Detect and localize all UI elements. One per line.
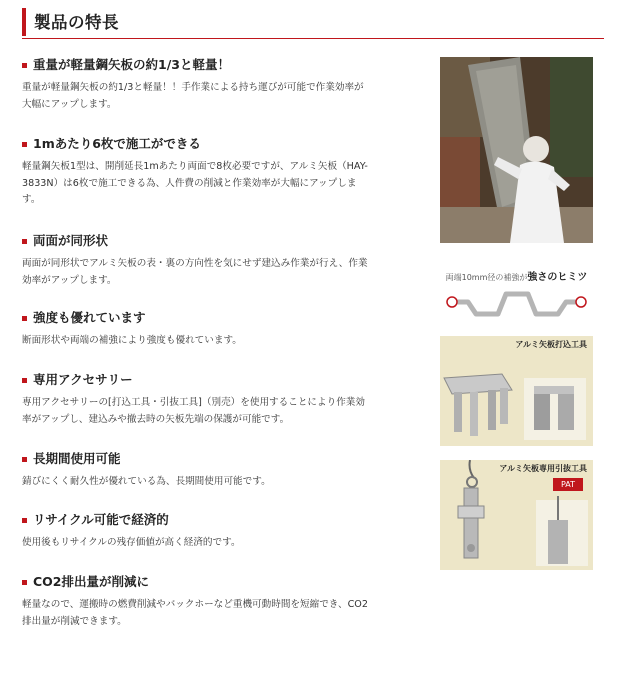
feature-heading: 専用アクセサリー bbox=[22, 371, 422, 389]
feature-heading: リサイクル可能で経済的 bbox=[22, 511, 422, 529]
bullet-square-icon bbox=[22, 457, 27, 462]
feature-recyclable bbox=[22, 511, 422, 552]
driving-tool-image bbox=[440, 336, 593, 446]
feature-co2 bbox=[22, 573, 422, 630]
worker-illustration bbox=[440, 57, 593, 243]
extraction-tool-illustration bbox=[440, 460, 593, 570]
sheet-profile-graphic bbox=[440, 280, 593, 324]
bullet-square-icon bbox=[22, 142, 27, 147]
feature-heading: 重量が軽量鋼矢板の約1/3と軽量！ bbox=[22, 56, 422, 74]
feature-lightweight bbox=[22, 56, 422, 113]
bullet-square-icon bbox=[22, 239, 27, 244]
header-divider bbox=[22, 38, 604, 39]
feature-heading: 長期間使用可能 bbox=[22, 450, 422, 468]
extraction-tool-label: アルミ矢板専用引抜工具 bbox=[499, 464, 587, 473]
header-accent-bar bbox=[22, 8, 26, 36]
cross-section-caption: 両端10mm径の補強が強さのヒミツ bbox=[445, 272, 588, 283]
feature-heading: 1mあたり6枚で施工ができる bbox=[22, 135, 422, 153]
bullet-square-icon bbox=[22, 378, 27, 383]
driving-tool-illustration bbox=[440, 350, 593, 446]
worker-photo bbox=[440, 57, 593, 243]
feature-body: 重量が軽量鋼矢板の約1/3と軽量！！手作業による持ち運びが可能で作業効率が 大幅にアップします。 bbox=[22, 82, 364, 110]
page-title: 製品の特長 bbox=[34, 13, 119, 32]
feature-body: 両面が同形状でアルミ矢板の表・裏の方向性を気にせず建込み作業が行え、作業 効率がアップします。 bbox=[22, 258, 368, 286]
feature-heading: 強度も優れています bbox=[22, 309, 422, 327]
bullet-square-icon bbox=[22, 316, 27, 321]
section-header bbox=[22, 6, 604, 40]
feature-body: 専用アクセサリーの[打込工具・引抜工具]（別売）を使用することにより作業効 率がアップし、建込みや撤去時の矢板先端の保護が可能です。 bbox=[22, 397, 365, 425]
feature-body: 断面形状や両端の補強により強度も優れています。 bbox=[22, 335, 242, 346]
feature-long-term bbox=[22, 450, 422, 491]
feature-body: 使用後もリサイクルの残存価値が高く経済的です。 bbox=[22, 537, 241, 548]
feature-heading: 両面が同形状 bbox=[22, 232, 422, 250]
extraction-tool-image bbox=[440, 460, 593, 570]
feature-body: 錆びにくく耐久性が優れている為、長期間使用可能です。 bbox=[22, 476, 271, 487]
feature-heading: CO2排出量が削減に bbox=[22, 573, 422, 591]
feature-body: 軽量鋼矢板1型は、開削延長1mあたり両面で8枚必要ですが、アルミ矢板（HAY- 3833N）は6枚で施工できる為、人件費の削減と作業効率が大幅にアップしま す。 bbox=[22, 161, 368, 205]
patent-badge: PAT bbox=[553, 478, 583, 491]
feature-accessories bbox=[22, 371, 422, 428]
feature-six-per-meter bbox=[22, 135, 422, 209]
feature-strength bbox=[22, 309, 422, 350]
cross-section-diagram bbox=[440, 262, 593, 324]
feature-same-shape bbox=[22, 232, 422, 289]
bullet-square-icon bbox=[22, 63, 27, 68]
bullet-square-icon bbox=[22, 580, 27, 585]
driving-tool-label: アルミ矢板打込工具 bbox=[515, 340, 587, 349]
bullet-square-icon bbox=[22, 518, 27, 523]
feature-body: 軽量なので、運搬時の燃費削減やバックホーなど重機可動時間を短縮でき、CO2 排出量が削減できます。 bbox=[22, 599, 368, 627]
